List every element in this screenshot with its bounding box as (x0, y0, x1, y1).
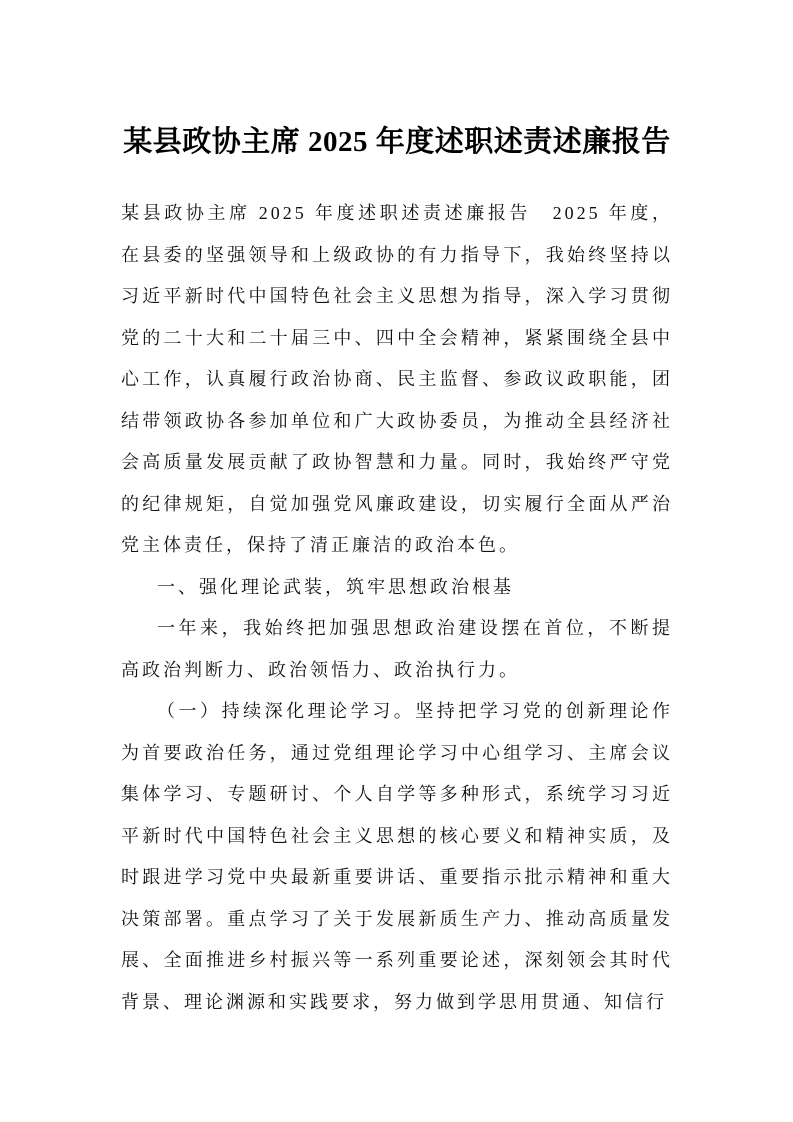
paragraph: 一年来，我始终把加强思想政治建设摆在首位，不断提高政治判断力、政治领悟力、政治执行力。 (121, 618, 673, 680)
document-body (121, 193, 673, 1023)
paragraph: 某县政协主席 2025 年度述职述责述廉报告 2025 年度，在县委的坚强领导和上级政协的有力指导下，我始终坚持以习近平新时代中国特色社会主义思想为指导，深入学习贯彻党的二十大和二十届三中、四中全会精神，紧紧围绕全县中心工作，认真履行政治协商、民主监督、参政议政职能，团结带领政协各参加单位和广大政协委员，为推动全县经济社会高质量发展贡献了政协智慧和力量。同时，我始终严守党的纪律规矩，自觉加强党风廉政建设，切实履行全面从严治党主体责任，保持了清正廉洁的政治本色。 (121, 203, 673, 555)
paragraph: 一、强化理论武装，筑牢思想政治根基 (157, 576, 514, 597)
paragraph: （一）持续深化理论学习。坚持把学习党的创新理论作为首要政治任务，通过党组理论学习中心组学习、主席会议集体学习、专题研讨、个人自学等多种形式，系统学习习近平新时代中国特色社会主义思想的核心要义和精神实质，及时跟进学习党中央最新重要讲话、重要指示批示精神和重大决策部署。重点学习了关于发展新质生产力、推动高质量发展、全面推进乡村振兴等一系列重要论述，深刻领会其时代背景、理论渊源和实践要求，努力做到学思用贯通、知信行 (121, 701, 673, 1012)
document-title: 某县政协主席 2025 年度述职述责述廉报告 (123, 126, 671, 158)
